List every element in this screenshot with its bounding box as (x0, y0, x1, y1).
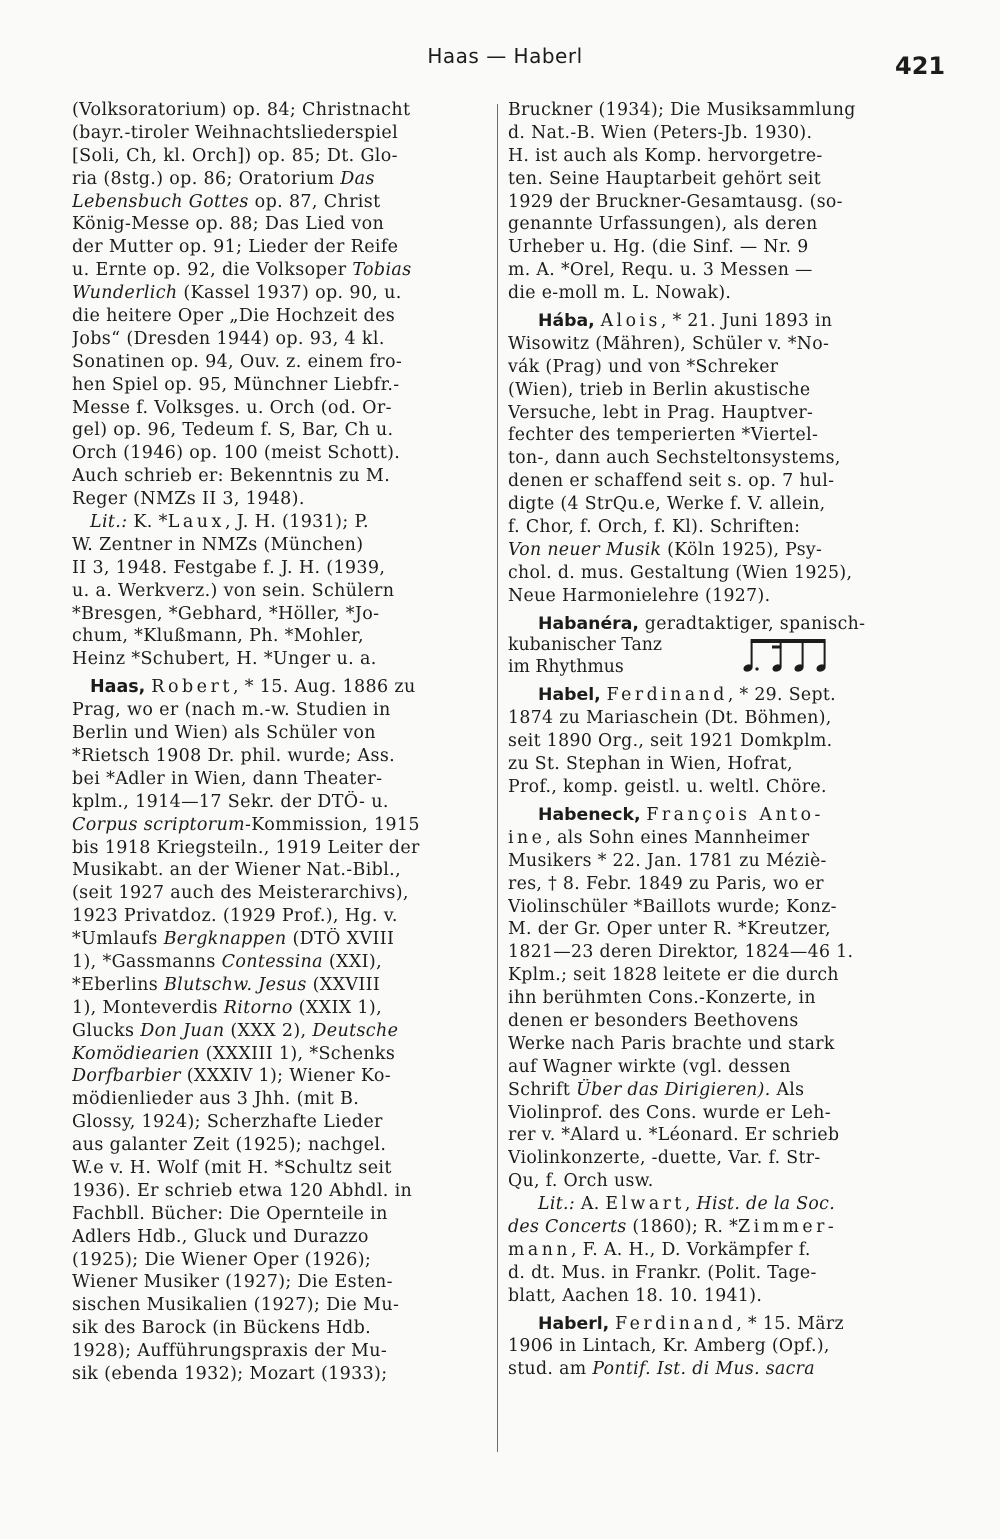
text-line: H. ist auch als Komp. hervorgetre- (508, 145, 823, 166)
entry-headword: Habanéra, (538, 613, 639, 634)
text-line: Orch (1946) op. 100 (meist Schott). (72, 443, 401, 464)
text-line: Sonatinen op. 94, Ouv. z. einem fro- (72, 351, 403, 372)
text-line: die heitere Oper „Die Hochzeit des (72, 306, 396, 327)
text-line: (seit 1927 auch des Meisterarchivs), (72, 883, 409, 904)
text-line: genannte Urfassungen), als deren (508, 214, 818, 235)
entry-heading-line: Haas, Robert, * 15. Aug. 1886 zu (90, 677, 416, 698)
text-line: vák (Prag) und von *Schreker (508, 356, 779, 377)
running-head: Haas — Haberl (427, 44, 583, 68)
text-line: Von neuer Musik (Köln 1925), Psy- (508, 539, 823, 560)
text-line: Lit.: K. *Laux, J. H. (1931); P. (90, 512, 369, 533)
text-line: Lebensbuch Gottes op. 87, Christ (72, 191, 381, 212)
text-line: 1874 zu Mariaschein (Dt. Böhmen), (508, 708, 832, 729)
text-line: rer v. *Alard u. *Léonard. Er schrieb (508, 1125, 840, 1146)
text-line: [Soli, Ch, kl. Orch]) op. 85; Dt. Glo- (72, 145, 398, 166)
text-line: Adlers Hdb., Gluck und Durazzo (72, 1226, 369, 1247)
text-line: Neue Harmonielehre (1927). (508, 585, 771, 606)
text-line: Wisowitz (Mähren), Schüler v. *No- (508, 333, 830, 354)
text-line: ten. Seine Hauptarbeit gehört seit (508, 168, 822, 189)
text-line: gel) op. 96, Tedeum f. S, Bar, Ch u. (72, 420, 394, 441)
text-line: bis 1918 Kriegsteiln., 1919 Leiter der (72, 837, 420, 858)
entry-headword: Habel, (538, 685, 601, 706)
continued-entry-haas (508, 99, 936, 305)
text-line: hen Spiel op. 95, Münchner Liebfr.- (72, 374, 400, 395)
text-line: im Rhythmus (508, 657, 624, 678)
text-line: f. Chor, f. Orch, f. Kl). Schriften: (508, 517, 801, 538)
entry-headword: Haas, (90, 677, 146, 698)
entry-heading-line: Habanéra, geradtaktiger, spanisch- (538, 613, 866, 634)
text-line: Qu, f. Orch usw. (508, 1171, 654, 1192)
left-column (72, 99, 490, 1386)
text-line: Prof., komp. geistl. u. weltl. Chöre. (508, 777, 827, 798)
text-line: Fachbll. Bücher: Die Opernteile in (72, 1203, 388, 1224)
entry-heading-line: Hába, Alois, * 21. Juni 1893 in (538, 311, 833, 332)
text-line: *Eberlins Blutschw. Jesus (XXVIII (72, 974, 381, 995)
text-line: ton-, dann auch Sechsteltonsystems, (508, 448, 841, 469)
text-line: Reger (NMZs II 3, 1948). (72, 489, 305, 510)
text-line: sischen Musikalien (1927); Die Mu- (72, 1295, 400, 1316)
text-line: Schrift Über das Dirigieren). Als (508, 1079, 805, 1100)
text-line: d. dt. Mus. in Frankr. (Polit. Tage- (508, 1262, 817, 1283)
text-line: aus galanter Zeit (1925); nachgel. (72, 1135, 387, 1156)
entry-habanera (508, 613, 936, 680)
text-line: 1928); Aufführungspraxis der Mu- (72, 1341, 388, 1362)
text-line: sik (ebenda 1932); Mozart (1933); (72, 1363, 388, 1384)
text-line: (Wien), trieb in Berlin akustische (508, 379, 811, 400)
text-line: denen er schaffend seit s. op. 7 hul- (508, 471, 835, 492)
text-line: u. a. Werkverz.) von sein. Schülern (72, 580, 395, 601)
text-line: Auch schrieb er: Bekenntnis zu M. (72, 466, 391, 487)
text-line: (Volksoratorium) op. 84; Christnacht (72, 100, 411, 120)
text-line: Violinprof. des Cons. wurde er Leh- (508, 1102, 831, 1123)
rhythm-notation-icon (738, 635, 838, 675)
text-line: Wiener Musiker (1927); Die Esten- (72, 1272, 393, 1293)
text-line: denen er besonders Beethovens (508, 1010, 799, 1031)
text-line: ihn berühmten Cons.-Konzerte, in (508, 988, 816, 1009)
text-line: König-Messe op. 88; Das Lied von (72, 214, 385, 235)
text-line: chol. d. mus. Gestaltung (Wien 1925), (508, 562, 853, 583)
text-line: u. Ernte op. 92, die Volksoper Tobias (72, 260, 412, 281)
text-line: Musikers * 22. Jan. 1781 zu Méziè- (508, 850, 827, 871)
entry-headword: Haberl, (538, 1313, 610, 1334)
text-line: d. Nat.-B. Wien (Peters-Jb. 1930). (508, 122, 813, 143)
text-line: Jobs“ (Dresden 1944) op. 93, 4 kl. (72, 328, 385, 349)
continued-entry (72, 99, 490, 671)
entry-haba (508, 310, 936, 608)
text-line: digte (4 StrQu.e, Werke f. V. allein, (508, 494, 826, 515)
text-line: ria (8stg.) op. 86; Oratorium Das (72, 168, 375, 189)
entry-haas (72, 676, 490, 1386)
entry-headword: Hába, (538, 311, 595, 332)
text-line: *Umlaufs Bergknappen (DTÖ XVIII (72, 929, 395, 950)
text-line: Violinkonzerte, -duette, Var. f. Str- (508, 1148, 821, 1169)
text-line: W. Zentner in NMZs (München) (72, 534, 364, 555)
text-line: Musikabt. an der Wiener Nat.-Bibl., (72, 860, 401, 881)
text-line: Corpus scriptorum-Kommission, 1915 (72, 814, 420, 835)
entry-heading-line: Habeneck, François Anto- (538, 804, 824, 825)
text-line: ine, als Sohn eines Mannheimer (508, 827, 810, 848)
text-line: bei *Adler in Wien, dann Theater- (72, 768, 383, 789)
text-line: Komödiearien (XXXIII 1), *Schenks (72, 1043, 396, 1064)
text-line: 1), *Gassmanns Contessina (XXI), (72, 951, 382, 972)
page-number: 421 (895, 52, 946, 80)
text-line: Glucks Don Juan (XXX 2), Deutsche (72, 1020, 399, 1041)
text-line: *Rietsch 1908 Dr. phil. wurde; Ass. (72, 745, 396, 766)
text-line: stud. am Pontif. Ist. di Mus. sacra (508, 1359, 815, 1380)
entry-haberl (508, 1313, 936, 1382)
column-rule (497, 104, 498, 1452)
entry-heading-line: Habel, Ferdinand, * 29. Sept. (538, 685, 837, 706)
text-line: sik des Barock (in Bückens Hdb. (72, 1318, 372, 1339)
text-line: (bayr.-tiroler Weihnachtsliederspiel (72, 122, 399, 143)
text-line: m. A. *Orel, Requ. u. 3 Messen — (508, 260, 813, 281)
text-line: M. der Gr. Oper unter R. *Kreutzer, (508, 919, 831, 940)
text-line: Bruckner (1934); Die Musiksammlung (508, 100, 856, 120)
text-line: die e-moll m. L. Nowak). (508, 283, 732, 304)
text-line: *Bresgen, *Gebhard, *Höller, *Jo- (72, 603, 380, 624)
text-line: auf Wagner wirkte (vgl. dessen (508, 1056, 791, 1077)
rhythm-example (508, 635, 936, 679)
text-line: Lit.: A. Elwart, Hist. de la Soc. (538, 1194, 836, 1215)
right-column (508, 99, 936, 1381)
text-line: kubanischer Tanz (508, 635, 663, 656)
entry-heading-line: Haberl, Ferdinand, * 15. März (538, 1313, 844, 1334)
text-line: Urheber u. Hg. (die Sinf. — Nr. 9 (508, 237, 809, 258)
text-line: des Concerts (1860); R. *Zimmer- (508, 1216, 838, 1237)
text-line: II 3, 1948. Festgabe f. J. H. (1939, (72, 557, 386, 578)
text-line: W.e v. H. Wolf (mit H. *Schultz seit (72, 1157, 392, 1178)
text-line: 1821—23 deren Direktor, 1824—46 1. (508, 942, 854, 963)
text-line: seit 1890 Org., seit 1921 Domkplm. (508, 731, 833, 752)
text-line: 1906 in Lintach, Kr. Amberg (Opf.), (508, 1336, 830, 1357)
text-line: Wunderlich (Kassel 1937) op. 90, u. (72, 283, 402, 304)
text-line: Dorfbarbier (XXXIV 1); Wiener Ko- (72, 1066, 392, 1087)
text-line: Glossy, 1924); Scherzhafte Lieder (72, 1112, 383, 1133)
text-line: 1936). Er schrieb etwa 120 Abhdl. in (72, 1180, 413, 1201)
text-line: Versuche, lebt in Prag. Hauptver- (508, 402, 814, 423)
text-line: Werke nach Paris brachte und stark (508, 1033, 835, 1054)
text-line: Kplm.; seit 1828 leitete er die durch (508, 965, 839, 986)
text-line: der Mutter op. 91; Lieder der Reife (72, 237, 399, 258)
entry-headword: Habeneck, (538, 804, 641, 825)
text-line: Berlin und Wien) als Schüler von (72, 723, 376, 744)
text-line: blatt, Aachen 18. 10. 1941). (508, 1285, 763, 1306)
text-line: (1925); Die Wiener Oper (1926); (72, 1249, 372, 1270)
text-line: 1), Monteverdis Ritorno (XXIX 1), (72, 997, 382, 1018)
text-line: res, † 8. Febr. 1849 zu Paris, wo er (508, 873, 824, 894)
entry-habel (508, 684, 936, 798)
entry-habeneck (508, 804, 936, 1308)
text-line: Prag, wo er (nach m.-w. Studien in (72, 700, 391, 721)
text-line: 1923 Privatdoz. (1929 Prof.), Hg. v. (72, 906, 398, 927)
text-line: zu St. Stephan in Wien, Hofrat, (508, 754, 793, 775)
text-line: 1929 der Bruckner-Gesamtausg. (so- (508, 191, 843, 212)
text-line: mödienlieder aus 3 Jhh. (mit B. (72, 1089, 360, 1110)
text-line: Violinschüler *Baillots wurde; Konz- (508, 896, 837, 917)
text-line: Heinz *Schubert, H. *Unger u. a. (72, 649, 377, 670)
text-line: chum, *Klußmann, Ph. *Mohler, (72, 626, 364, 647)
text-line: kplm., 1914—17 Sekr. der DTÖ- u. (72, 791, 389, 812)
text-line: mann, F. A. H., D. Vorkämpfer f. (508, 1239, 811, 1260)
text-line: Messe f. Volksges. u. Orch (od. Or- (72, 397, 392, 418)
text-line: fechter des temperierten *Viertel- (508, 425, 819, 446)
